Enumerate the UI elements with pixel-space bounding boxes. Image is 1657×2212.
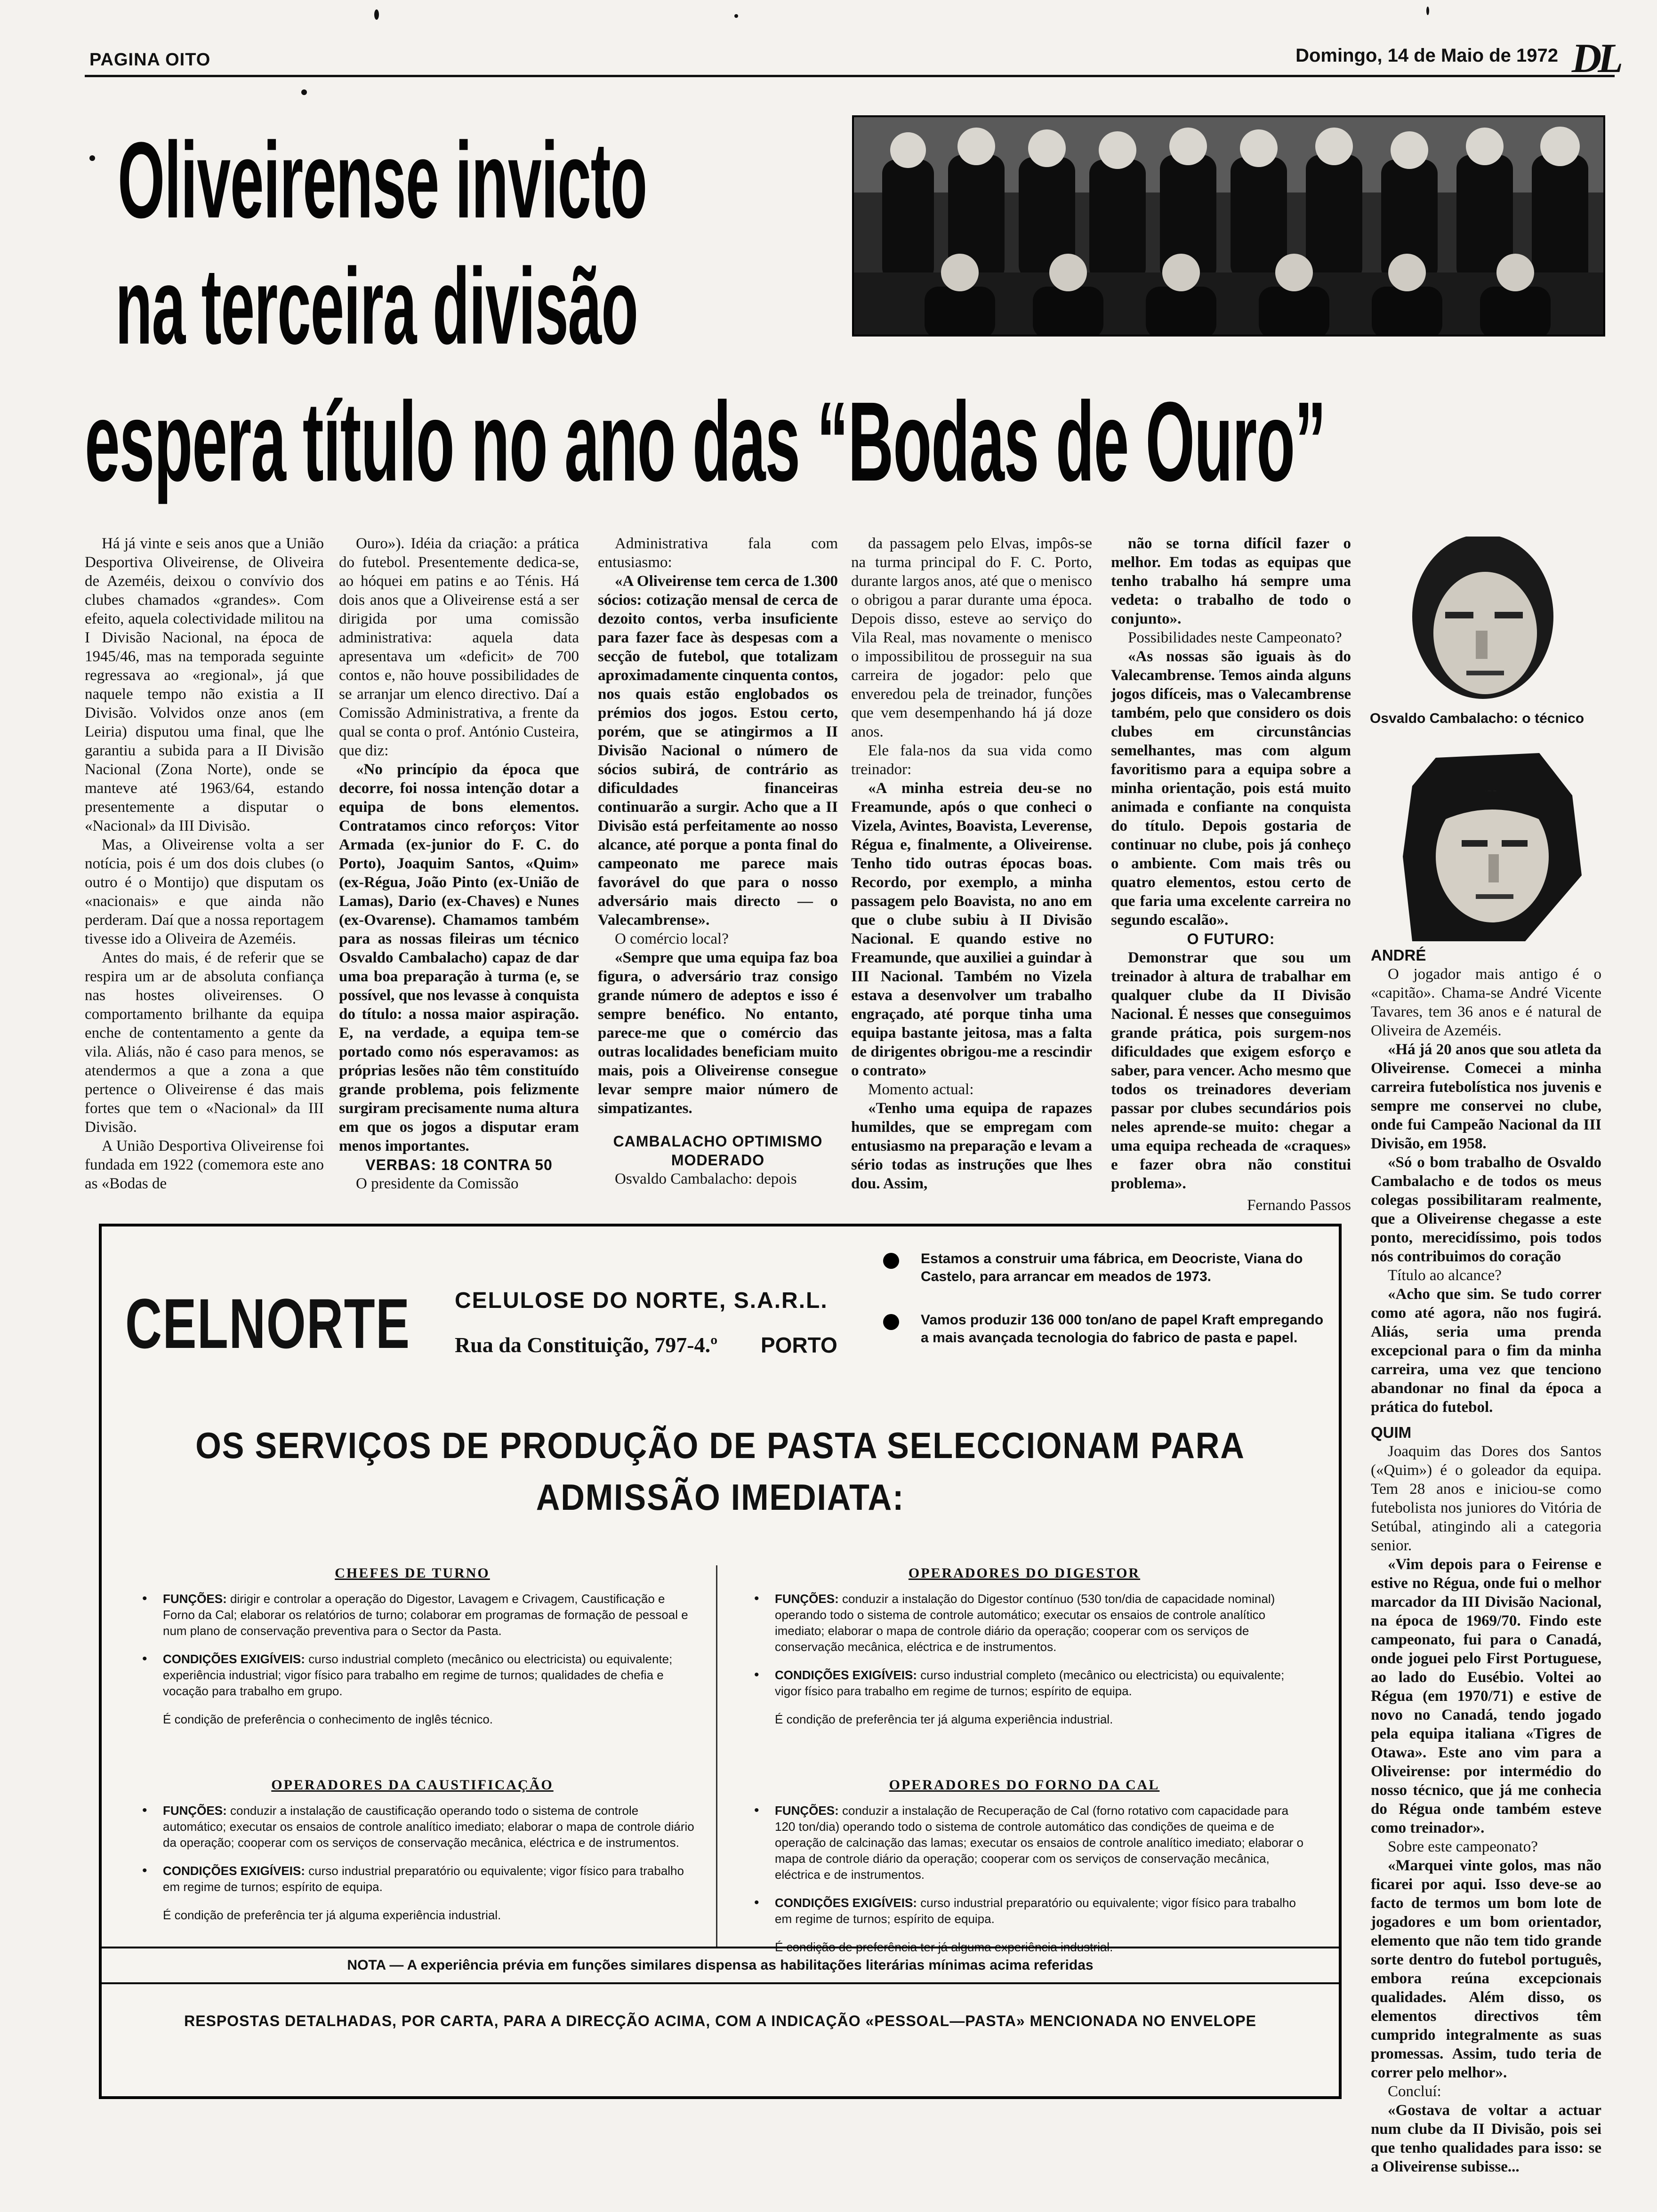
portrait-cambalacho-illustration: [1375, 537, 1582, 701]
ad-brand: CELNORTE: [125, 1284, 410, 1363]
quote-paragraph: «A minha estreia deu-se no Freamunde, após o que conheci o Vizela, Avintes, Boavista, Leverense, Régua e, finalmente, a Oliveirense. Tenho tido outras épocas boas. Recordo, por exemplo, a minha passagem pelo Boavista, no ano em que o clube subiu à II Divisão Nacional. E quando estive no Freamunde, que auxiliei a guindar à III Nacional. Também no Vizela estava a desenvolver um trabalho engraçado, até porque tinha uma equipa bastante jeitosa, mas a falta de dirigentes obrigou-me a rescindir o contrato»: [851, 780, 1092, 1079]
paragraph: Título ao alcance?: [1388, 1267, 1502, 1284]
ad-company: CELULOSE DO NORTE, S.A.R.L.: [455, 1288, 828, 1313]
ad-bullet-text: Estamos a construir uma fábrica, em Deocriste, Viana do Castelo, para arrancar em meados de 1973.: [921, 1251, 1303, 1284]
article-column-2: [339, 534, 579, 1193]
subheading-verbas: VERBAS: 18 CONTRA 50: [365, 1156, 553, 1173]
ad-condicoes: [130, 1651, 695, 1699]
condicoes-label: CONDIÇÕES EXIGÍVEIS:: [775, 1668, 917, 1682]
bullet-dot-icon: [883, 1314, 899, 1330]
ad-condicoes: [742, 1895, 1307, 1927]
ad-funcoes: [742, 1803, 1307, 1883]
page-label: PAGINA OITO: [89, 50, 211, 70]
paragraph: Mas, a Oliveirense volta a ser notícia, pois é um dos dois clubes (o outro é o Montijo) que disputam os «nacionais» e que ainda não perderam. Daí que a nossa reportagem tivesse ido a Oliveira de Azeméis.: [85, 836, 324, 947]
quote-paragraph: «As nossas são iguais às do Valecambrense. Temos ainda alguns jogos difíceis, mas o Valecambrense também, pelo que considero os dois clubes em circunstâncias semelhantes, mas com algum favoritismo para a equipa sobre a minha orientação, pois está muito animada e confiante na conquista do título. Depois gostaria de continuar no clube, pois já conheço o ambiente. Com mais três ou quatro elementos, estou certo de que faria uma excelente carreira no segundo escalão».: [1111, 648, 1351, 929]
ad-address: Rua da Constituição, 797-4.º: [455, 1333, 718, 1357]
article-column-4: [851, 534, 1092, 1193]
celnorte-advertisement: [99, 1224, 1342, 2099]
ad-column-divider: [716, 1565, 717, 1947]
quote-paragraph: «Gostava de voltar a actuar num clube da II Divisão, pois sei que tenho qualidades para isso: se a Oliveirense subisse...: [1371, 2102, 1601, 2175]
ad-preference-note: É condição de preferência o conhecimento de inglês técnico.: [163, 1712, 493, 1726]
headline-line-3: espera título no ano das “Bodas de Ouro”: [85, 378, 1326, 505]
quote-paragraph: Demonstrar que sou um treinador à altura de trabalhar em qualquer clube da II Divisão Nacional. É nesses que conseguimos grande prática, pois surgem-nos dificuldades que exigem esforço e saber, para vencer. Acho mesmo que todos os treinadores deveriam passar por clubes secundários pois neles aprende-se muito: chegar a uma equipa recheada de «craques» e fazer obra não constitui problema».: [1111, 949, 1351, 1192]
paragraph: O jogador mais antigo é o «capitão». Chama-se André Vicente Tavares, tem 36 anos e é natural de Oliveira de Azeméis.: [1371, 966, 1601, 1039]
paragraph: Momento actual:: [868, 1081, 974, 1098]
ad-funcoes: [130, 1591, 695, 1639]
byline: Fernando Passos: [1247, 1197, 1351, 1214]
quote-paragraph: «A Oliveirense tem cerca de 1.300 sócios: cotização mensal de cerca de dezoito contos, verba insuficiente para fazer face às despesas com a secção de futebol, que totalizam aproximadamente cinquenta contos, nos quais estão englobados os prémios dos jogos. Estou certo, porém, que se atingirmos a II Divisão Nacional o número de sócios subirá, de contrário as dificuldades financeiras continuarão a surgir. Acho que a II Divisão está perfeitamente ao nosso alcance, até porque a ponta final do campeonato me parece mais favorável do que para o nosso adversário mais directo — o Valecambrense».: [598, 573, 838, 929]
ad-city: PORTO: [761, 1333, 837, 1357]
article-column-5: [1111, 534, 1351, 1215]
paragraph: Ele fala-nos da sua vida como treinador:: [851, 742, 1092, 778]
portrait-andre: [1384, 753, 1601, 941]
ad-section-chefes-de-turno: [130, 1565, 695, 1734]
team-photo: [852, 115, 1605, 337]
condicoes-label: CONDIÇÕES EXIGÍVEIS:: [775, 1896, 917, 1910]
condicoes-label: CONDIÇÕES EXIGÍVEIS:: [163, 1652, 305, 1666]
caption-cambalacho: Osvaldo Cambalacho: o técnico: [1370, 711, 1585, 726]
ad-title-line-1: OS SERVIÇOS DE PRODUÇÃO DE PASTA SELECCIONAM PARA: [195, 1425, 1245, 1466]
funcoes-text: conduzir a instalação do Digestor contínuo (530 ton/dia de capacidade nominal) operando todo o sistema de controle automático; executar os ensaios de controle analítico imediato; elaborar o mapa de controle diário da operação; cooperar com os serviços de conservação mecânica, eléctrica e de instrumentos.: [775, 1592, 1275, 1654]
ad-title: [163, 1419, 1277, 1523]
quote-paragraph: «Acho que sim. Se tudo correr como até agora, não nos fugirá. Aliás, seria uma prenda excepcional para o fim da minha carreira, uma vez que tenciono abandonar no final da época a prática do futebol.: [1371, 1286, 1601, 1416]
ad-funcoes: [130, 1803, 695, 1851]
subheading-andre: ANDRÉ: [1371, 946, 1426, 964]
scan-speck: [374, 9, 379, 20]
funcoes-label: FUNÇÕES:: [163, 1592, 227, 1606]
ad-title-line-2: ADMISSÃO IMEDIATA:: [536, 1476, 905, 1518]
ad-footer: RESPOSTAS DETALHADAS, POR CARTA, PARA A DIRECÇÃO ACIMA, COM A INDICAÇÃO «PESSOAL—PASTA» MENCIONADA NO ENVELOPE: [184, 2012, 1256, 2029]
paragraph: Sobre este campeonato?: [1388, 1838, 1538, 1855]
funcoes-text: conduzir a instalação de caustificação operando todo o sistema de controle automático; executar os ensaios de controle analítico imediato; elaborar o mapa de controle diário da operação; cooperar com os serviços de conservação mecânica, eléctrica e de instrumentos.: [163, 1803, 694, 1850]
ad-section-operadores-da-caustificacao: [130, 1777, 695, 1930]
subheading-cambalacho: CAMBALACHO OPTIMISMO MODERADO: [613, 1133, 823, 1169]
paragraph: Possibilidades neste Campeonato?: [1128, 629, 1342, 646]
scan-speck: [89, 155, 95, 161]
ad-funcoes: [742, 1591, 1307, 1655]
funcoes-text: dirigir e controlar a operação do Digestor, Lavagem e Crivagem, Caustificação e Forno da Cal; elaborar os relatórios de turno; colaborar em programas de formação de pessoal e num plano de conservação preventiva para o Sector da Pasta.: [163, 1592, 688, 1638]
condicoes-text: curso industrial preparatório ou equivalente; vigor físico para trabalho em regime de turnos; espírito de equipa.: [163, 1864, 684, 1894]
subheading-futuro: O FUTURO:: [1187, 930, 1275, 947]
paragraph: Joaquim das Dores dos Santos («Quim») é o goleador da equipa. Tem 28 anos e iniciou-se como futebolista nos juniores do Vitória de Setúbal, atingindo ali a categoria senior.: [1371, 1443, 1601, 1554]
paragraph: Concluí:: [1388, 2083, 1441, 2100]
ad-bullet: [883, 1311, 1326, 1347]
ad-section-operadores-do-digestor: [742, 1565, 1307, 1734]
portrait-cambalacho: [1375, 537, 1582, 701]
quote-paragraph: «Tenho uma equipa de rapazes humildes, que se empregam com entusiasmo na preparação e levam a sério todas as instruções que lhes dou. Assim,: [851, 1100, 1092, 1192]
ad-condicoes: [130, 1863, 695, 1895]
paragraph: A União Desportiva Oliveirense foi fundada em 1922 (comemora este ano as «Bodas de: [85, 1138, 324, 1192]
quote-paragraph: «Só o bom trabalho de Osvaldo Cambalacho e de todos os meus colegas possibilitaram realmente, que a Oliveirense chegasse a este ponto, merecidíssimo, pois todos nós contribuimos do coração: [1371, 1154, 1601, 1265]
paragraph: Osvaldo Cambalacho: depois: [615, 1170, 797, 1187]
ad-condicoes: [742, 1667, 1307, 1699]
page-header: [85, 36, 1619, 81]
quote-paragraph: «No princípio da época que decorre, foi nossa intenção dotar a equipa de bons elementos. Contratamos cinco reforços: Vitor Armada (ex-junior do F. C. do Porto), Joaquim Santos, «Quim» (ex-Régua, João Pinto (ex-União de Lamas), Dario (ex-Chaves) e Nunes (ex-Ovarense). Chamamos também para as nossas fileiras um técnico Osvaldo Cambalacho) capaz de dar uma boa preparação à turma (e, se possível, que nos levasse à conquista do título: a nossa maior aspiração. E, na verdade, a equipa tem-se portado como nós esperavamos: as próprias lesões não têm constituído grande problema, pois felizmente surgiram precisamente numa altura em que os jogos a disputar eram menos importantes.: [339, 761, 579, 1154]
masthead-logo: DL: [1571, 36, 1619, 81]
ad-section-operadores-do-forno-da-cal: [742, 1777, 1307, 1962]
ad-bullet-text: Vamos produzir 136 000 ton/ano de papel Kraft empregando a mais avançada tecnologia do fabrico de pasta e papel.: [921, 1312, 1324, 1346]
paragraph: Administrativa fala com entusiasmo:: [598, 535, 838, 571]
headline-line-1: Oliveirense invicto: [118, 120, 647, 240]
article-column-1: [85, 534, 324, 1193]
subheading-quim: QUIM: [1371, 1424, 1412, 1441]
ad-nota: NOTA — A experiência prévia em funções similares dispensa as habilitações literárias mínimas acima referidas: [102, 1947, 1339, 1984]
ad-section-heading: OPERADORES DA CAUSTIFICAÇÃO: [271, 1777, 554, 1793]
funcoes-text: conduzir a instalação de Recuperação de Cal (forno rotativo com capacidade para 120 ton/dia) operando todo o sistema de controle automático das condições de queima e de operação de calcinação das lamas; executar os ensaios de controle analítico imediato; elaborar o mapa de controle diário da operação; cooperar com os serviços de conservação mecânica, eléctrica e de instrumentos.: [775, 1803, 1304, 1882]
ad-section-heading: OPERADORES DO DIGESTOR: [908, 1565, 1141, 1581]
ad-preference-note: É condição de preferência ter já alguma experiência industrial.: [775, 1940, 1113, 1954]
paragraph: Antes do mais, é de referir que se respira um ar de absoluta confiança nas hostes oliveirenses. O comportamento brilhante da equipa enche de contentamento a gente da vila. Aliás, não é caso para menos, se atendermos a que a zona a que pertence o Oliveirense é das mais fortes que tem o «Nacional» da III Divisão.: [85, 949, 324, 1136]
quote-paragraph: «Sempre que uma equipa faz boa figura, o adversário traz consigo grande número de adeptos e isso é sempre benéfico. No entanto, parece-me que o comércio das outras localidades beneficiam muito mais, pois a Oliveirense consegue levar sempre maior número de simpatizantes.: [598, 949, 838, 1117]
scan-speck: [734, 14, 738, 18]
funcoes-label: FUNÇÕES:: [775, 1803, 839, 1818]
ad-bullet: [883, 1250, 1326, 1286]
issue-date: Domingo, 14 de Maio de 1972: [1295, 45, 1558, 66]
ad-preference-note: É condição de preferência ter já alguma experiência industrial.: [163, 1908, 501, 1922]
team-photo-illustration: [854, 117, 1605, 337]
quote-paragraph: «Há já 20 anos que sou atleta da Oliveirense. Comecei a minha carreira futebolística nos juvenis e sempre me conservei no clube, onde fui Campeão Nacional da III Divisão, em 1958.: [1371, 1041, 1601, 1152]
funcoes-label: FUNÇÕES:: [775, 1592, 839, 1606]
bullet-dot-icon: [883, 1253, 899, 1269]
ad-section-heading: CHEFES DE TURNO: [335, 1565, 490, 1581]
paragraph: O comércio local?: [615, 930, 729, 947]
condicoes-text: curso industrial completo (mecânico ou electricista) ou equivalente; vigor físico para trabalho em regime de turnos; espírito de equipa.: [775, 1668, 1285, 1698]
paragraph: da passagem pelo Elvas, impôs-se na turma principal do F. C. Porto, durante largos anos, até que o menisco o obrigou a parar durante uma época. Depois disso, esteve ao serviço do Vila Real, mas novamente o menisco o impossibilitou de prosseguir na sua carreira de jogador: pelo que enveredou pela de treinador, funções que vem desempenhando há já doze anos.: [851, 535, 1092, 740]
headline-line-2: na terceira divisão: [115, 246, 638, 367]
paragraph: Há já vinte e seis anos que a União Desportiva Oliveirense, de Oliveira de Azeméis, deixou o convívio dos clubes chamados «grandes». Com efeito, aquela colectividade militou na I Divisão Nacional, na época de 1945/46, mas na temporada seguinte regressava ao «regional», já que naquele tempo não existia a II Divisão. Volvidos onze anos (em Leiria) disputou uma final, que lhe garantiu a subida para a II Divisão Nacional (Zona Norte), onde se manteve até 1963/64, estando presentemente a disputar o «Nacional» da III Divisão.: [85, 535, 324, 834]
quote-paragraph: «Vim depois para o Feirense e estive no Régua, onde fui o melhor marcador da III Divisão Nacional, na época de 1969/70. Findo este campeonato, fui para o Canadá, onde joguei pelo First Portuguese, ao lado do Eusébio. Voltei ao Régua (em 1970/71) e estive de novo no Canadá, tendo jogado pela equipa italiana «Tigres de Otawa». Este ano vim para a Oliveirense: por intermédio do nosso técnico, que já me conhecia do Régua onde também esteve como treinador».: [1371, 1556, 1601, 1836]
funcoes-label: FUNÇÕES:: [163, 1803, 227, 1818]
quote-paragraph: não se torna difícil fazer o melhor. Em todas as equipas que tenho trabalho há sempre uma vedeta: o trabalho de todo o conjunto».: [1111, 535, 1351, 627]
ad-section-heading: OPERADORES DO FORNO DA CAL: [889, 1777, 1160, 1793]
article-column-3: [598, 534, 838, 1188]
ad-preference-note: É condição de preferência ter já alguma experiência industrial.: [775, 1712, 1113, 1726]
portrait-andre-illustration: [1384, 753, 1601, 941]
paragraph: O presidente da Comissão: [356, 1175, 519, 1192]
condicoes-text: curso industrial completo (mecânico ou electricista) ou equivalente; experiência industrial; vigor físico para trabalho em regime de turnos; qualidades de chefia e vocação para trabalho em grupo.: [163, 1652, 673, 1698]
article-column-6: [1371, 946, 1601, 2176]
scan-speck: [1426, 7, 1429, 15]
condicoes-text: curso industrial preparatório ou equivalente; vigor físico para trabalho em regime de turnos; espírito de equipa.: [775, 1896, 1296, 1926]
condicoes-label: CONDIÇÕES EXIGÍVEIS:: [163, 1864, 305, 1878]
scan-speck: [301, 89, 307, 95]
paragraph: Ouro»). Idéia da criação: a prática do futebol. Presentemente dedica-se, ao hóquei em patins e ao Ténis. Há dois anos que a Oliveirense está a ser dirigida por uma comissão administrativa: aquela data apresentava um «deficit» de 700 contos e, não houve possibilidades de se arranjar um elenco directivo. Daí a Comissão Administrativa, a frente da qual se conta o prof. António Custeira, que diz:: [339, 535, 579, 759]
quote-paragraph: «Marquei vinte golos, mas não ficarei por aqui. Isso deve-se ao facto de termos um bom lote de jogadores e um bom orientador, elemento que não tem tido grande sorte dentro do futebol português, embora reúna excepcionais qualidades. Além disso, os elementos directivos têm cumprido integralmente as suas promessas. Assim, tudo teria de correr pelo melhor».: [1371, 1857, 1601, 2081]
